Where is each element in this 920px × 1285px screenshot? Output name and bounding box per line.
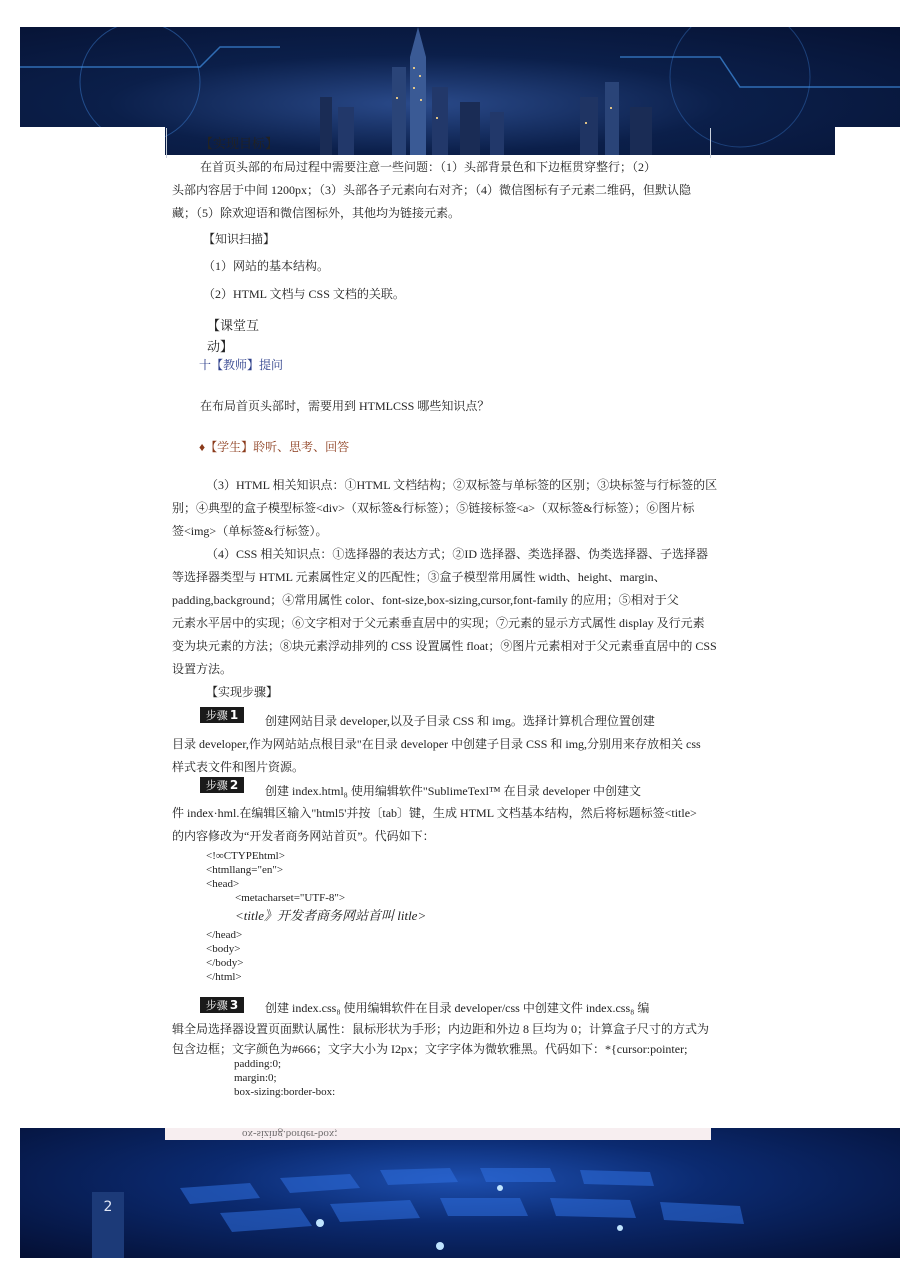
code-line: </body> bbox=[206, 957, 244, 969]
step-1-line-2: 目录 developer,作为网站站点根目录"在目录 developer 中创建子目录 CSS 和 img,分别用来存放相关 css bbox=[172, 737, 701, 751]
html-point-line-2: 别；④典型的盒子模型标签<div>（双标签&行标签）；⑤链接标签<a>（双标签&行标签）；⑥图片标 bbox=[172, 501, 695, 515]
step-2-badge: 步骤 2 bbox=[200, 777, 244, 793]
code-line: <head> bbox=[206, 878, 240, 890]
header-banner bbox=[20, 27, 900, 155]
step-2-first-line: 创建 index.html₈ 使用编辑软件"SublimeTexl™ 在目录 developer 中创建文 bbox=[265, 784, 641, 798]
interact-heading-2: 动】 bbox=[207, 339, 234, 354]
step-1-first-line: 创建网站目录 developer,以及子目录 CSS 和 img。选择计算机合理位置创建 bbox=[265, 714, 655, 728]
goal-line-2: 头部内容居于中间 1200px；（3）头部各子元素向右对齐；（4）微信图标有子元素二维码，但默认隐 bbox=[172, 183, 692, 197]
code-line: <body> bbox=[206, 943, 241, 955]
goal-line-1: 在首页头部的布局过程中需要注意一些问题：（1）头部背景色和下边框贯穿整行；（2） bbox=[200, 160, 657, 174]
html-point-line-1: （3）HTML 相关知识点：①HTML 文档结构；②双标签与单标签的区别；③块标签与行标签的区 bbox=[206, 478, 718, 492]
tech-tiles-image bbox=[20, 1128, 900, 1258]
css-point-line-4: 元素水平居中的实现；⑥文字相对于父元素垂直居中的实现；⑦元素的显示方式属性 display 及行元素 bbox=[172, 616, 705, 630]
step-3-line-3: 包含边框；文字颜色为#666；文字大小为 I2px；文字字体为微软雅黑。代码如下：*{cursor:pointer; bbox=[172, 1042, 688, 1056]
code-line: </html> bbox=[206, 971, 242, 983]
css-point-line-6: 设置方法。 bbox=[172, 662, 233, 676]
html-point-line-3: 签<img>（单标签&行标签）。 bbox=[172, 524, 328, 538]
footer-banner bbox=[20, 1128, 900, 1258]
page-number: 2 bbox=[92, 1192, 124, 1258]
knowledge-heading: 【知识扫描】 bbox=[203, 232, 276, 246]
css-code-line: margin:0; bbox=[234, 1072, 277, 1084]
css-point-line-3: padding,background；④常用属性 color、font-size,box-sizing,cursor,font-family 的应用；⑤相对于父 bbox=[172, 593, 679, 607]
step-3-first-line: 创建 index.css₈ 使用编辑软件在目录 developer/css 中创建文件 index.css₈ 编 bbox=[265, 1001, 650, 1015]
css-point-line-1: （4）CSS 相关知识点：①选择器的表达方式；②ID 选择器、类选择器、伪类选择器、子选择器 bbox=[206, 547, 709, 561]
goal-heading: 【实现目标】 bbox=[200, 136, 279, 151]
question-text: 在布局首页头部时，需要用到 HTMLCSS 哪些知识点？ bbox=[200, 399, 490, 413]
interact-heading-1: 【课堂互 bbox=[207, 318, 260, 333]
css-point-line-5: 变为块元素的方法；⑧块元素浮动排列的 CSS 设置属性 float；⑨图片元素相对于父元素垂直居中的 CSS bbox=[172, 639, 717, 653]
knowledge-item-1: （1）网站的基本结构。 bbox=[203, 259, 330, 273]
css-code-line: box-sizing:border-box: bbox=[234, 1086, 336, 1098]
step-3-line-2: 辑全局选择器设置页面默认属性：鼠标形状为手形；内边距和外边 8 巨均为 0；计算盒子尺寸的方式为 bbox=[172, 1022, 710, 1036]
frame-line-left bbox=[166, 128, 167, 158]
code-line: <metacharset="UTF-8"> bbox=[235, 892, 346, 904]
step-1-line-3: 样式表文件和图片资源。 bbox=[172, 760, 305, 774]
code-line: </head> bbox=[206, 929, 243, 941]
css-point-line-2: 等选择器类型与 HTML 元素属性定义的匹配性；③盒子模型常用属性 width、height、margin、 bbox=[172, 570, 666, 584]
frame-line-right bbox=[710, 128, 711, 158]
code-line: <!∞CTYPEhtml> bbox=[206, 850, 285, 862]
goal-line-3: 藏；（5）除欢迎语和微信图标外，其他均为链接元素。 bbox=[172, 206, 461, 220]
code-line: <htmllang="en"> bbox=[206, 864, 284, 876]
step-2-line-3: 的内容修改为“开发者商务网站首页”。代码如下： bbox=[172, 829, 435, 843]
student-label: ♦【学生】聆听、思考、回答 bbox=[199, 440, 350, 454]
footer-overflow-text: ox-sizing.border-box; bbox=[242, 1128, 338, 1140]
steps-heading: 【实现步骤】 bbox=[206, 685, 279, 699]
step-2-line-2: 件 index·hml.在编辑区输入"html5'并按〔tab〕键，生成 HTML 文档基本结构，然后将标题标签<title> bbox=[172, 806, 697, 820]
step-3-badge: 步骤 3 bbox=[200, 997, 244, 1013]
city-skyline-image bbox=[20, 27, 900, 155]
knowledge-item-2: （2）HTML 文档与 CSS 文档的关联。 bbox=[203, 287, 405, 301]
code-line: <title》开发者商务网站首叫 litle> bbox=[235, 908, 427, 923]
teacher-label: 十【教师】提问 bbox=[199, 358, 284, 372]
step-1-badge: 步骤 1 bbox=[200, 707, 244, 723]
css-code-line: padding:0; bbox=[234, 1058, 282, 1070]
